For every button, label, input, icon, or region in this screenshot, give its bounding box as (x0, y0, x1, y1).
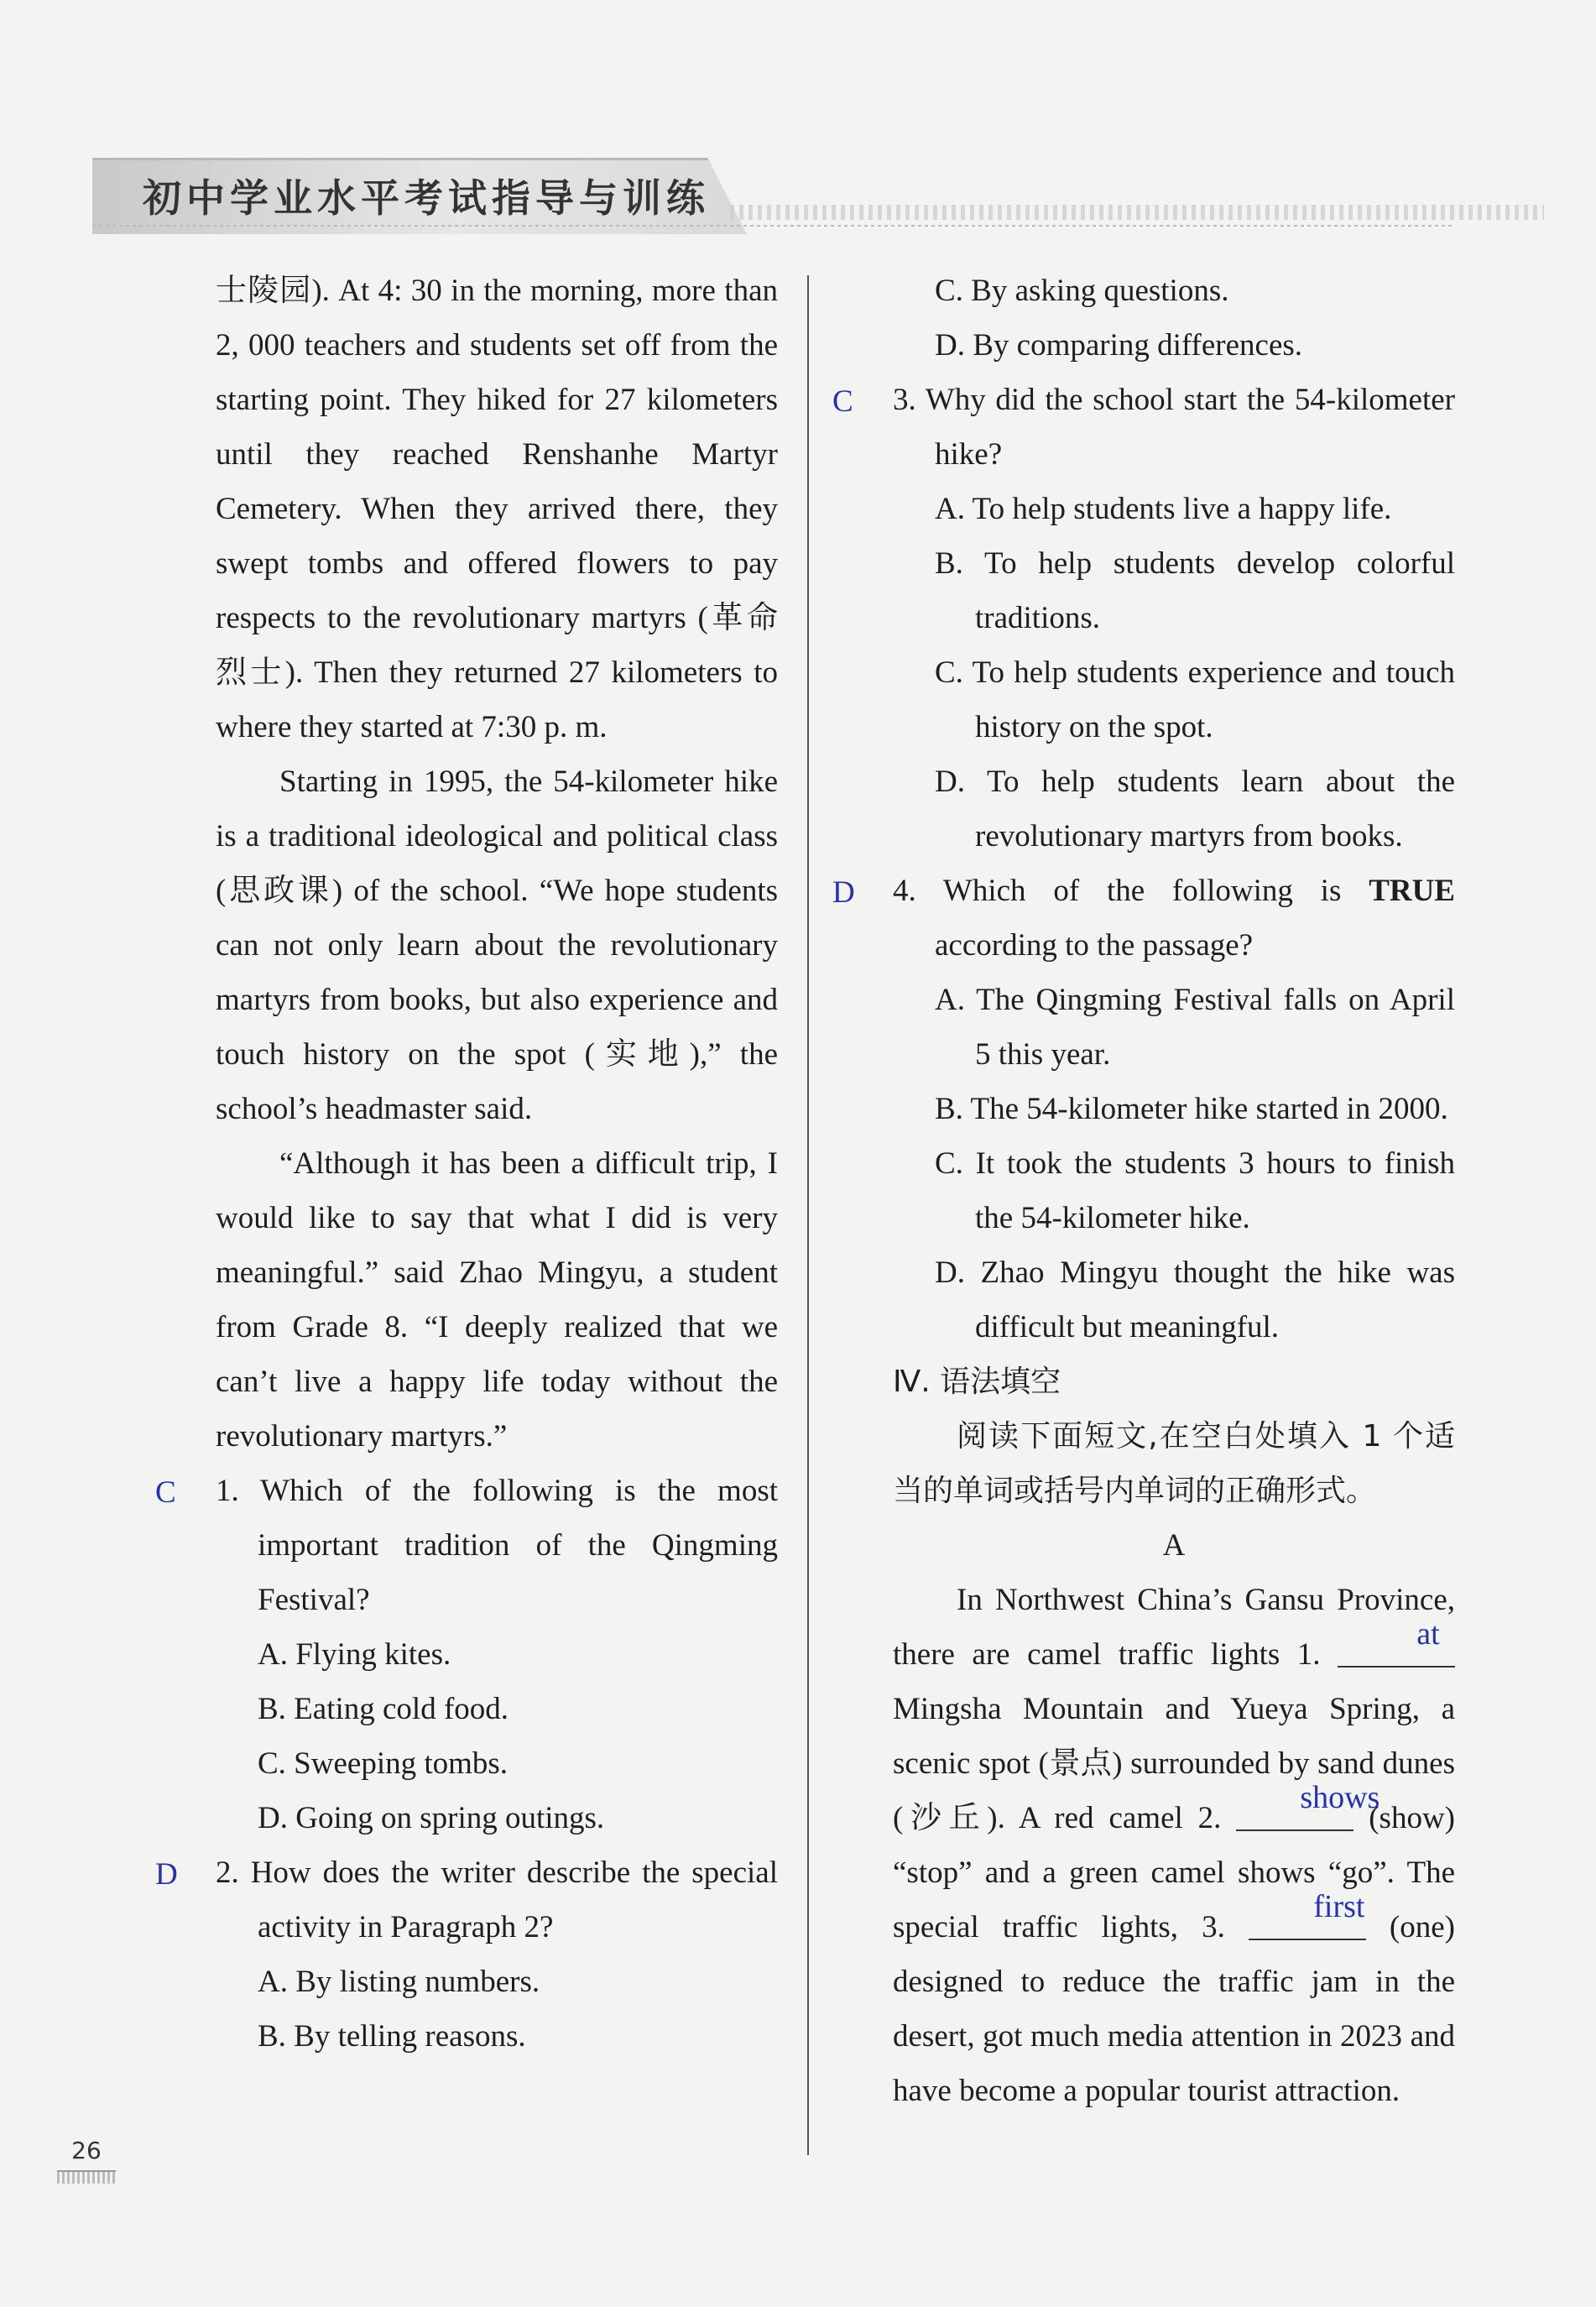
column-divider (807, 275, 809, 2155)
option: D. By comparing differences. (935, 328, 1303, 363)
question-1 (155, 1464, 778, 1627)
option: C. It took the students 3 hours to finish the 54-kilometer hike. (935, 1146, 1455, 1235)
option: A. Flying kites. (258, 1637, 451, 1672)
header-banner (92, 158, 1452, 232)
option: D. To help students learn about the revolutionary martyrs from books. (935, 765, 1455, 853)
option: C. Sweeping tombs. (258, 1746, 509, 1781)
answer-mark: C (155, 1475, 176, 1510)
question-stem: 1. Which of the following is the most important tradition of the Qingming Festival? (216, 1474, 778, 1617)
question-4 (832, 864, 1455, 973)
option: D. Zhao Mingyu thought the hike was difficult but meaningful. (935, 1255, 1455, 1344)
cloze-blank-3[interactable] (1249, 1889, 1366, 1940)
option: B. By telling reasons. (258, 2019, 526, 2054)
right-column (832, 264, 1455, 2118)
option: B. Eating cold food. (258, 1692, 509, 1726)
option: B. The 54-kilometer hike started in 2000. (935, 1092, 1448, 1126)
question-stem (893, 864, 1455, 973)
option: A. To help students live a happy life. (935, 492, 1392, 526)
cloze-answer: shows (1300, 1780, 1380, 1815)
cloze-passage (893, 1573, 1455, 2118)
cloze-text: Mingsha Mountain and Yueya Spring, a scenic spot (景点) surrounded by sand dunes (沙丘). A red camel 2. (893, 1692, 1455, 1835)
cloze-text: In Northwest China’s Gansu Province, there are camel traffic lights 1. (893, 1583, 1455, 1672)
passage-paragraph: 士陵园). At 4: 30 in the morning, more than 2, 000 teachers and students set off from the starting point. They hiked for 27 kilometers until they reached Renshanhe Martyr Cemetery. When they arrived there, they swept tombs and offered flowers to pay respects to the revolutionary martyrs (革命烈士). Then they returned 27 kilometers to where they started at 7:30 p. m. (216, 274, 778, 744)
page-number: 26 (57, 2132, 116, 2172)
stem-text: according to the passage? (935, 928, 1254, 963)
passage-paragraph: Starting in 1995, the 54-kilometer hike is a traditional ideological and political class (思政课) of the school. “We hope students can not only learn about the revolutionary martyrs from books, but also experience and touch history on the spot (实地),” the school’s headmaster said. (216, 765, 778, 1126)
cloze-text: (one) designed to reduce the traffic jam in the desert, got much media attention in 2023 and have become a popular tourist attraction. (893, 1910, 1455, 2108)
option: A. The Qingming Festival falls on April 5 this year. (935, 983, 1455, 1072)
question-2 (155, 1845, 778, 1955)
cloze-answer: at (1416, 1616, 1440, 1652)
passage-label: A (1162, 1528, 1186, 1563)
option: B. To help students develop colorful traditions. (935, 546, 1455, 635)
book-title: 初中学业水平考试指导与训练 (143, 175, 710, 221)
option: C. By asking questions. (935, 274, 1229, 308)
header-dots-decoration (730, 205, 1544, 220)
answer-mark: C (832, 384, 853, 419)
left-column (155, 264, 778, 2064)
answer-mark: D (155, 1857, 178, 1892)
passage-paragraph: “Although it has been a difficult trip, I would like to say that what I did is very meaningful.” said Zhao Mingyu, a student from Grade 8. “I deeply realized that we can’t live a happy life today without the revolutionary martyrs.” (216, 1146, 778, 1454)
cloze-blank-2[interactable] (1236, 1780, 1380, 1831)
cloze-answer: first (1313, 1889, 1365, 1924)
stem-emphasis: TRUE (1369, 874, 1455, 908)
section-title: Ⅳ. 语法填空 (893, 1365, 1061, 1399)
page-number-decoration (57, 2172, 116, 2184)
question-3 (832, 373, 1455, 482)
option: C. To help students experience and touch history on the spot. (935, 655, 1455, 744)
option: D. Going on spring outings. (258, 1801, 605, 1835)
question-stem: 2. How does the writer describe the special activity in Paragraph 2? (216, 1856, 778, 1944)
cloze-blank-1[interactable] (1338, 1616, 1455, 1668)
cloze-text: (show) “stop” and a green camel shows “go”. The special traffic lights, 3. (893, 1801, 1455, 1944)
question-stem: 3. Why did the school start the 54-kilometer hike? (893, 383, 1455, 472)
answer-mark: D (832, 875, 855, 910)
section-instruction: 阅读下面短文,在空白处填入 1 个适当的单词或括号内单词的正确形式。 (893, 1419, 1455, 1508)
header-rule (92, 225, 1452, 227)
option: A. By listing numbers. (258, 1965, 540, 1999)
stem-text: 4. Which of the following is (893, 874, 1369, 908)
